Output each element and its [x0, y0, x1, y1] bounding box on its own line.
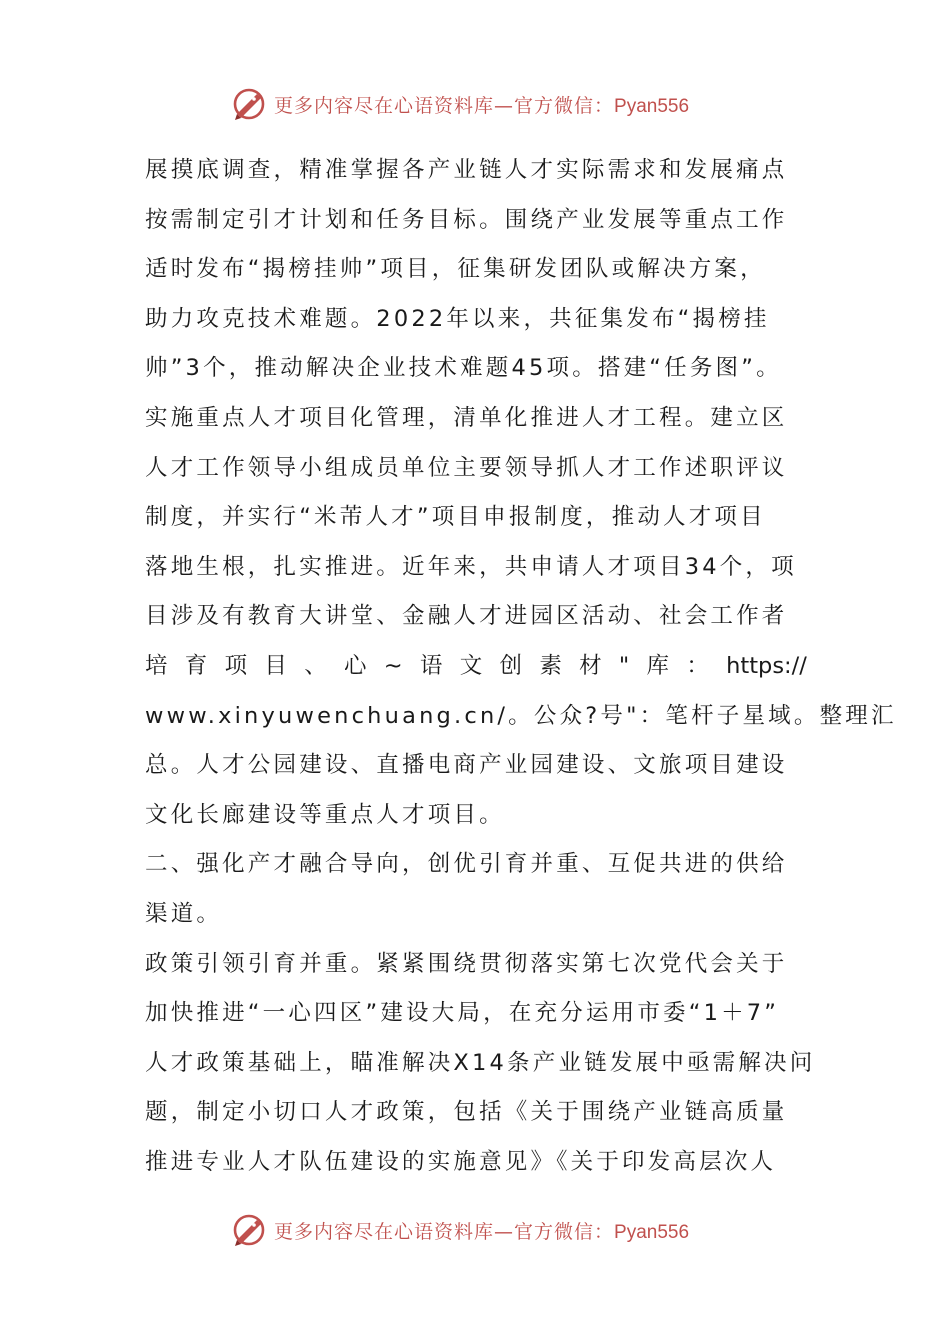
wechat-id: Pyan556 — [614, 95, 690, 117]
text-line: 助力攻克技术难题。2022年以来，共征集发布“揭榜挂 — [145, 305, 770, 332]
footer-banner — [232, 1210, 689, 1250]
text-line: 适时发布“揭榜挂帅”项目，征集研发团队或解决方案， — [145, 256, 766, 283]
text-line: 落地生根，扎实推进。近年来，共申请人才项目34个，项 — [145, 553, 797, 580]
text-line: 帅”3个，推动解决企业技术难题45项。搭建“任务图”。 — [145, 355, 782, 382]
text-line: 加快推进“一心四区”建设大局，在充分运用市委“1＋7” — [145, 1000, 780, 1027]
text-line: 展摸底调查，精准掌握各产业链人才实际需求和发展痛点 — [145, 157, 788, 183]
pen-nib-logo-icon — [232, 87, 266, 121]
text-line: 人才工作领导小组成员单位主要领导抓人才工作述职评议 — [145, 454, 788, 481]
text-line: 实施重点人才项目化管理，清单化推进人才工程。建立区 — [145, 404, 788, 431]
text-line: 推进专业人才队伍建设的实施意见》《关于印发高层次人 — [145, 1148, 777, 1175]
url-text: https:// — [726, 652, 807, 679]
text-line: 政策引领引育并重。紧紧围绕贯彻落实第七次党代会关于 — [145, 950, 788, 977]
banner-text: 更多内容尽在心语资料库—官方微信：Pyan556 — [274, 1220, 690, 1243]
text-line: www.xinyuwenchuang.cn/。公众?号"：笔杆子星域。整理汇 — [145, 702, 897, 729]
text-line: 目涉及有教育大讲堂、金融人才进园区活动、社会工作者 — [145, 603, 788, 630]
section-heading: 二、强化产才融合导向，创优引育并重、互促共进的供给 — [145, 851, 788, 878]
text-line: 人才政策基础上，瞄准解决X14条产业链发展中亟需解决问 — [145, 1049, 816, 1076]
section-heading: 渠道。 — [145, 900, 223, 927]
banner-text: 更多内容尽在心语资料库—官方微信：Pyan556 — [274, 94, 690, 117]
text-line: 题，制定小切口人才政策，包括《关于围绕产业链高质量 — [145, 1099, 788, 1126]
wechat-id: Pyan556 — [614, 1221, 690, 1243]
pen-nib-logo-icon — [232, 1213, 266, 1247]
text-line: 制度，并实行“米芾人才”项目申报制度，推动人才项目 — [145, 504, 766, 531]
text-line: 文化长廊建设等重点人才项目。 — [145, 801, 505, 828]
justified-text-line: 培 育 项 目 、 心 ~ 语 文 创 素 材 " 库 ： https:// — [145, 642, 807, 692]
text-line: 总。人才公园建设、直播电商产业园建设、文旅项目建设 — [145, 752, 788, 779]
text-line: 按需制定引才计划和任务目标。围绕产业发展等重点工作 — [145, 206, 788, 233]
header-banner — [232, 84, 689, 124]
document-body — [145, 146, 897, 1187]
